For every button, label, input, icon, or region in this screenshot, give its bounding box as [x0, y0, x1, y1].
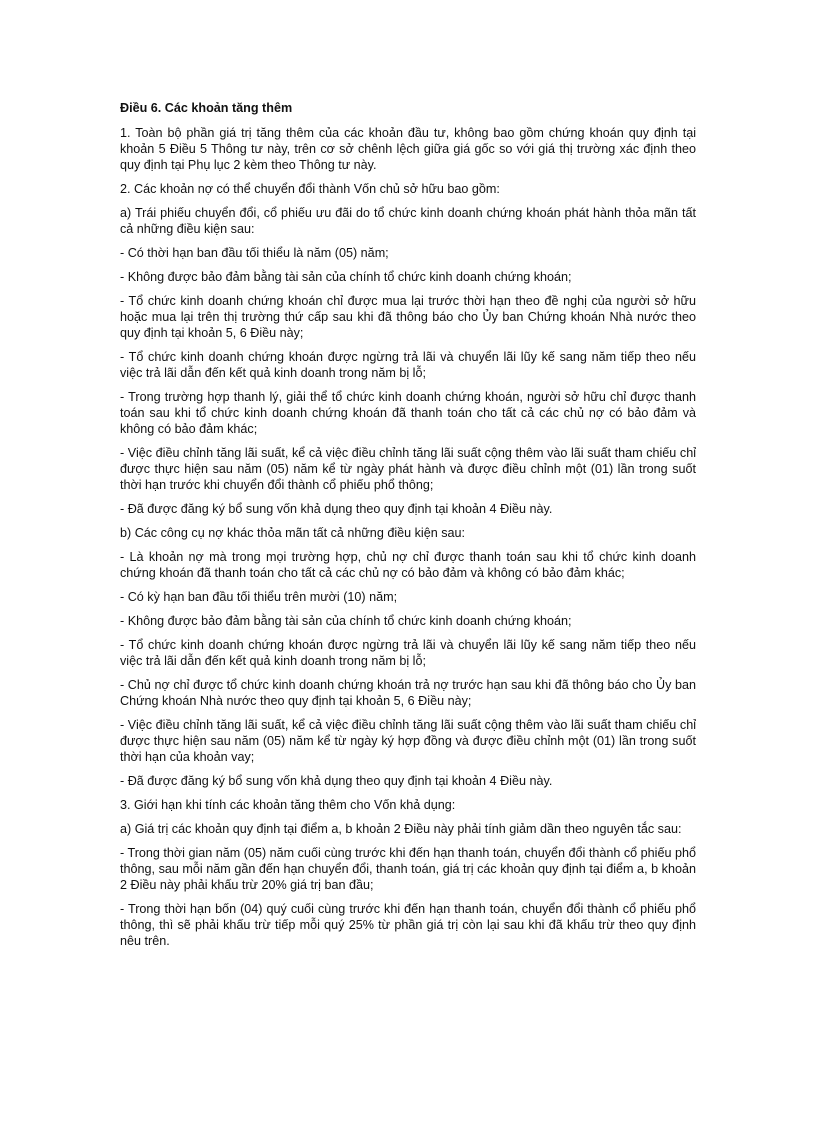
paragraph: a) Trái phiếu chuyển đổi, cổ phiếu ưu đãi do tổ chức kinh doanh chứng khoán phát hành thỏa mãn tất cả những điều kiện sau:: [120, 206, 696, 236]
article-heading: Điều 6. Các khoản tăng thêm: [120, 101, 293, 115]
document-page: [120, 100, 696, 957]
paragraph: - Trong thời gian năm (05) năm cuối cùng trước khi đến hạn thanh toán, chuyển đổi thành cổ phiếu phổ thông, sau mỗi năm gần đến hạn chuyển đổi, thanh toán, giá trị các khoản quy định tại điểm a, b khoản 2 Điều này phải khấu trừ 20% giá trị ban đầu;: [120, 846, 696, 892]
paragraph: - Việc điều chỉnh tăng lãi suất, kể cả việc điều chỉnh tăng lãi suất cộng thêm vào lãi suất tham chiếu chỉ được thực hiện sau năm (05) năm kể từ ngày ký hợp đồng và được điều chỉnh một (01) lần trong suốt thời hạn của khoản vay;: [120, 718, 696, 764]
paragraph: - Đã được đăng ký bổ sung vốn khả dụng theo quy định tại khoản 4 Điều này.: [120, 502, 553, 516]
paragraph: - Tổ chức kinh doanh chứng khoán chỉ được mua lại trước thời hạn theo đề nghị của người sở hữu hoặc mua lại trên thị trường thứ cấp sau khi đã thông báo cho Ủy ban Chứng khoán Nhà nước theo quy định tại khoản 5, 6 Điều này;: [120, 294, 696, 340]
paragraph: - Không được bảo đảm bằng tài sản của chính tổ chức kinh doanh chứng khoán;: [120, 614, 572, 628]
paragraph: - Tổ chức kinh doanh chứng khoán được ngừng trả lãi và chuyển lãi lũy kế sang năm tiếp theo nếu việc trả lãi dẫn đến kết quả kinh doanh trong năm bị lỗ;: [120, 638, 696, 668]
paragraph: 2. Các khoản nợ có thể chuyển đổi thành Vốn chủ sở hữu bao gồm:: [120, 182, 500, 196]
paragraph: b) Các công cụ nợ khác thỏa mãn tất cả những điều kiện sau:: [120, 526, 466, 540]
paragraph: - Không được bảo đảm bằng tài sản của chính tổ chức kinh doanh chứng khoán;: [120, 270, 572, 284]
paragraph: 1. Toàn bộ phần giá trị tăng thêm của các khoản đầu tư, không bao gồm chứng khoán quy định tại khoản 5 Điều 5 Thông tư này, trên cơ sở chênh lệch giữa giá gốc so với giá thị trường xác định theo quy định tại Phụ lục 2 kèm theo Thông tư này.: [120, 126, 696, 172]
paragraph: - Việc điều chỉnh tăng lãi suất, kể cả việc điều chỉnh tăng lãi suất cộng thêm vào lãi suất tham chiếu chỉ được thực hiện sau năm (05) năm kể từ ngày phát hành và được điều chỉnh một (01) lần trong suốt thời hạn trước khi chuyển đổi thành cổ phiếu phổ thông;: [120, 446, 696, 492]
article-body: [120, 125, 696, 949]
paragraph: - Có thời hạn ban đầu tối thiểu là năm (05) năm;: [120, 246, 389, 260]
paragraph: - Đã được đăng ký bổ sung vốn khả dụng theo quy định tại khoản 4 Điều này.: [120, 774, 553, 788]
paragraph: 3. Giới hạn khi tính các khoản tăng thêm cho Vốn khả dụng:: [120, 798, 456, 812]
paragraph: - Trong thời hạn bốn (04) quý cuối cùng trước khi đến hạn thanh toán, chuyển đổi thành cổ phiếu phổ thông, thì sẽ phải khấu trừ tiếp mỗi quý 25% từ phần giá trị còn lại sau khi đã khấu trừ theo quy định nêu trên.: [120, 902, 696, 948]
paragraph: a) Giá trị các khoản quy định tại điểm a, b khoản 2 Điều này phải tính giảm dần theo nguyên tắc sau:: [120, 822, 682, 836]
paragraph: - Tổ chức kinh doanh chứng khoán được ngừng trả lãi và chuyển lãi lũy kế sang năm tiếp theo nếu việc trả lãi dẫn đến kết quả kinh doanh trong năm bị lỗ;: [120, 350, 696, 380]
paragraph: - Chủ nợ chỉ được tổ chức kinh doanh chứng khoán trả nợ trước hạn sau khi đã thông báo cho Ủy ban Chứng khoán Nhà nước theo quy định tại khoản 5, 6 Điều này;: [120, 678, 696, 708]
paragraph: - Là khoản nợ mà trong mọi trường hợp, chủ nợ chỉ được thanh toán sau khi tổ chức kinh doanh chứng khoán đã thanh toán cho tất cả các chủ nợ có bảo đảm và không có bảo đảm khác;: [120, 550, 696, 580]
paragraph: - Có kỳ hạn ban đầu tối thiểu trên mười (10) năm;: [120, 590, 398, 604]
paragraph: - Trong trường hợp thanh lý, giải thể tổ chức kinh doanh chứng khoán, người sở hữu chỉ được thanh toán sau khi tổ chức kinh doanh chứng khoán đã thanh toán cho tất cả các chủ nợ có bảo đảm và không có bảo đảm khác;: [120, 390, 696, 436]
